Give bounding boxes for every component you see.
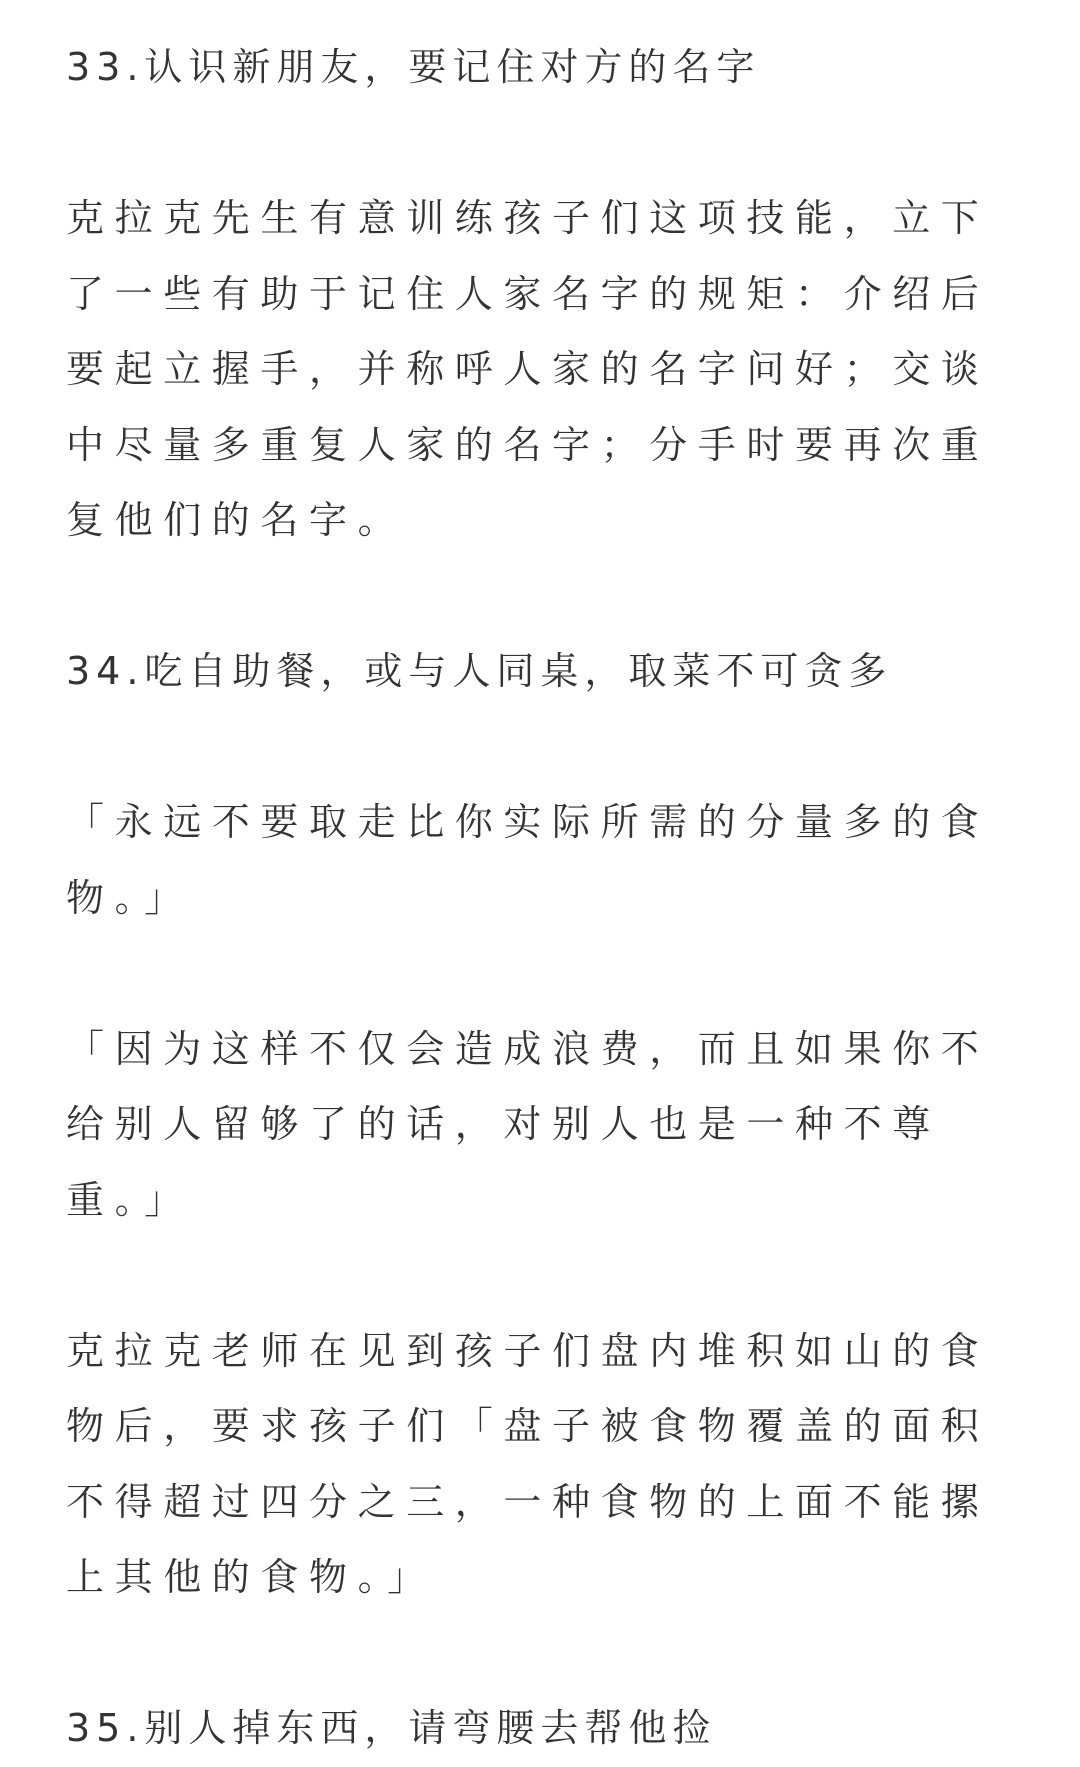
section-33-body: 克拉克先生有意训练孩子们这项技能，立下了一些有助于记住人家名字的规矩：介绍后要起立握手，并称呼人家的名字问好；交谈中尽量多重复人家的名字；分手时要再次重复他们的名字。 <box>66 196 990 542</box>
paragraph-gap <box>66 1616 1016 1692</box>
paragraph-gap <box>66 106 1016 182</box>
section-34-quote-2: 「因为这样不仅会造成浪费，而且如果你不给别人留够了的话，对别人也是一种不尊重。」 <box>66 1026 990 1222</box>
section-34-body: 克拉克老师在见到孩子们盘内堆积如山的食物后，要求孩子们「盘子被食物覆盖的面积不得超过四分之三，一种食物的上面不能摞上其他的食物。」 <box>66 1328 990 1599</box>
paragraph-gap <box>66 936 1016 1012</box>
paragraph-gap <box>66 559 1016 635</box>
section-33-heading: 33.认识新朋友，要记住对方的名字 <box>66 45 761 89</box>
section-34-heading: 34.吃自助餐，或与人同桌，取菜不可贪多 <box>66 649 893 693</box>
section-34-quote-1: 「永远不要取走比你实际所需的分量多的食物。」 <box>66 800 990 920</box>
section-35-heading: 35.别人掉东西，请弯腰去帮他捡 <box>66 1706 717 1750</box>
paragraph-gap <box>66 1238 1016 1314</box>
paragraph-gap <box>66 710 1016 786</box>
article-content <box>66 0 1016 1767</box>
